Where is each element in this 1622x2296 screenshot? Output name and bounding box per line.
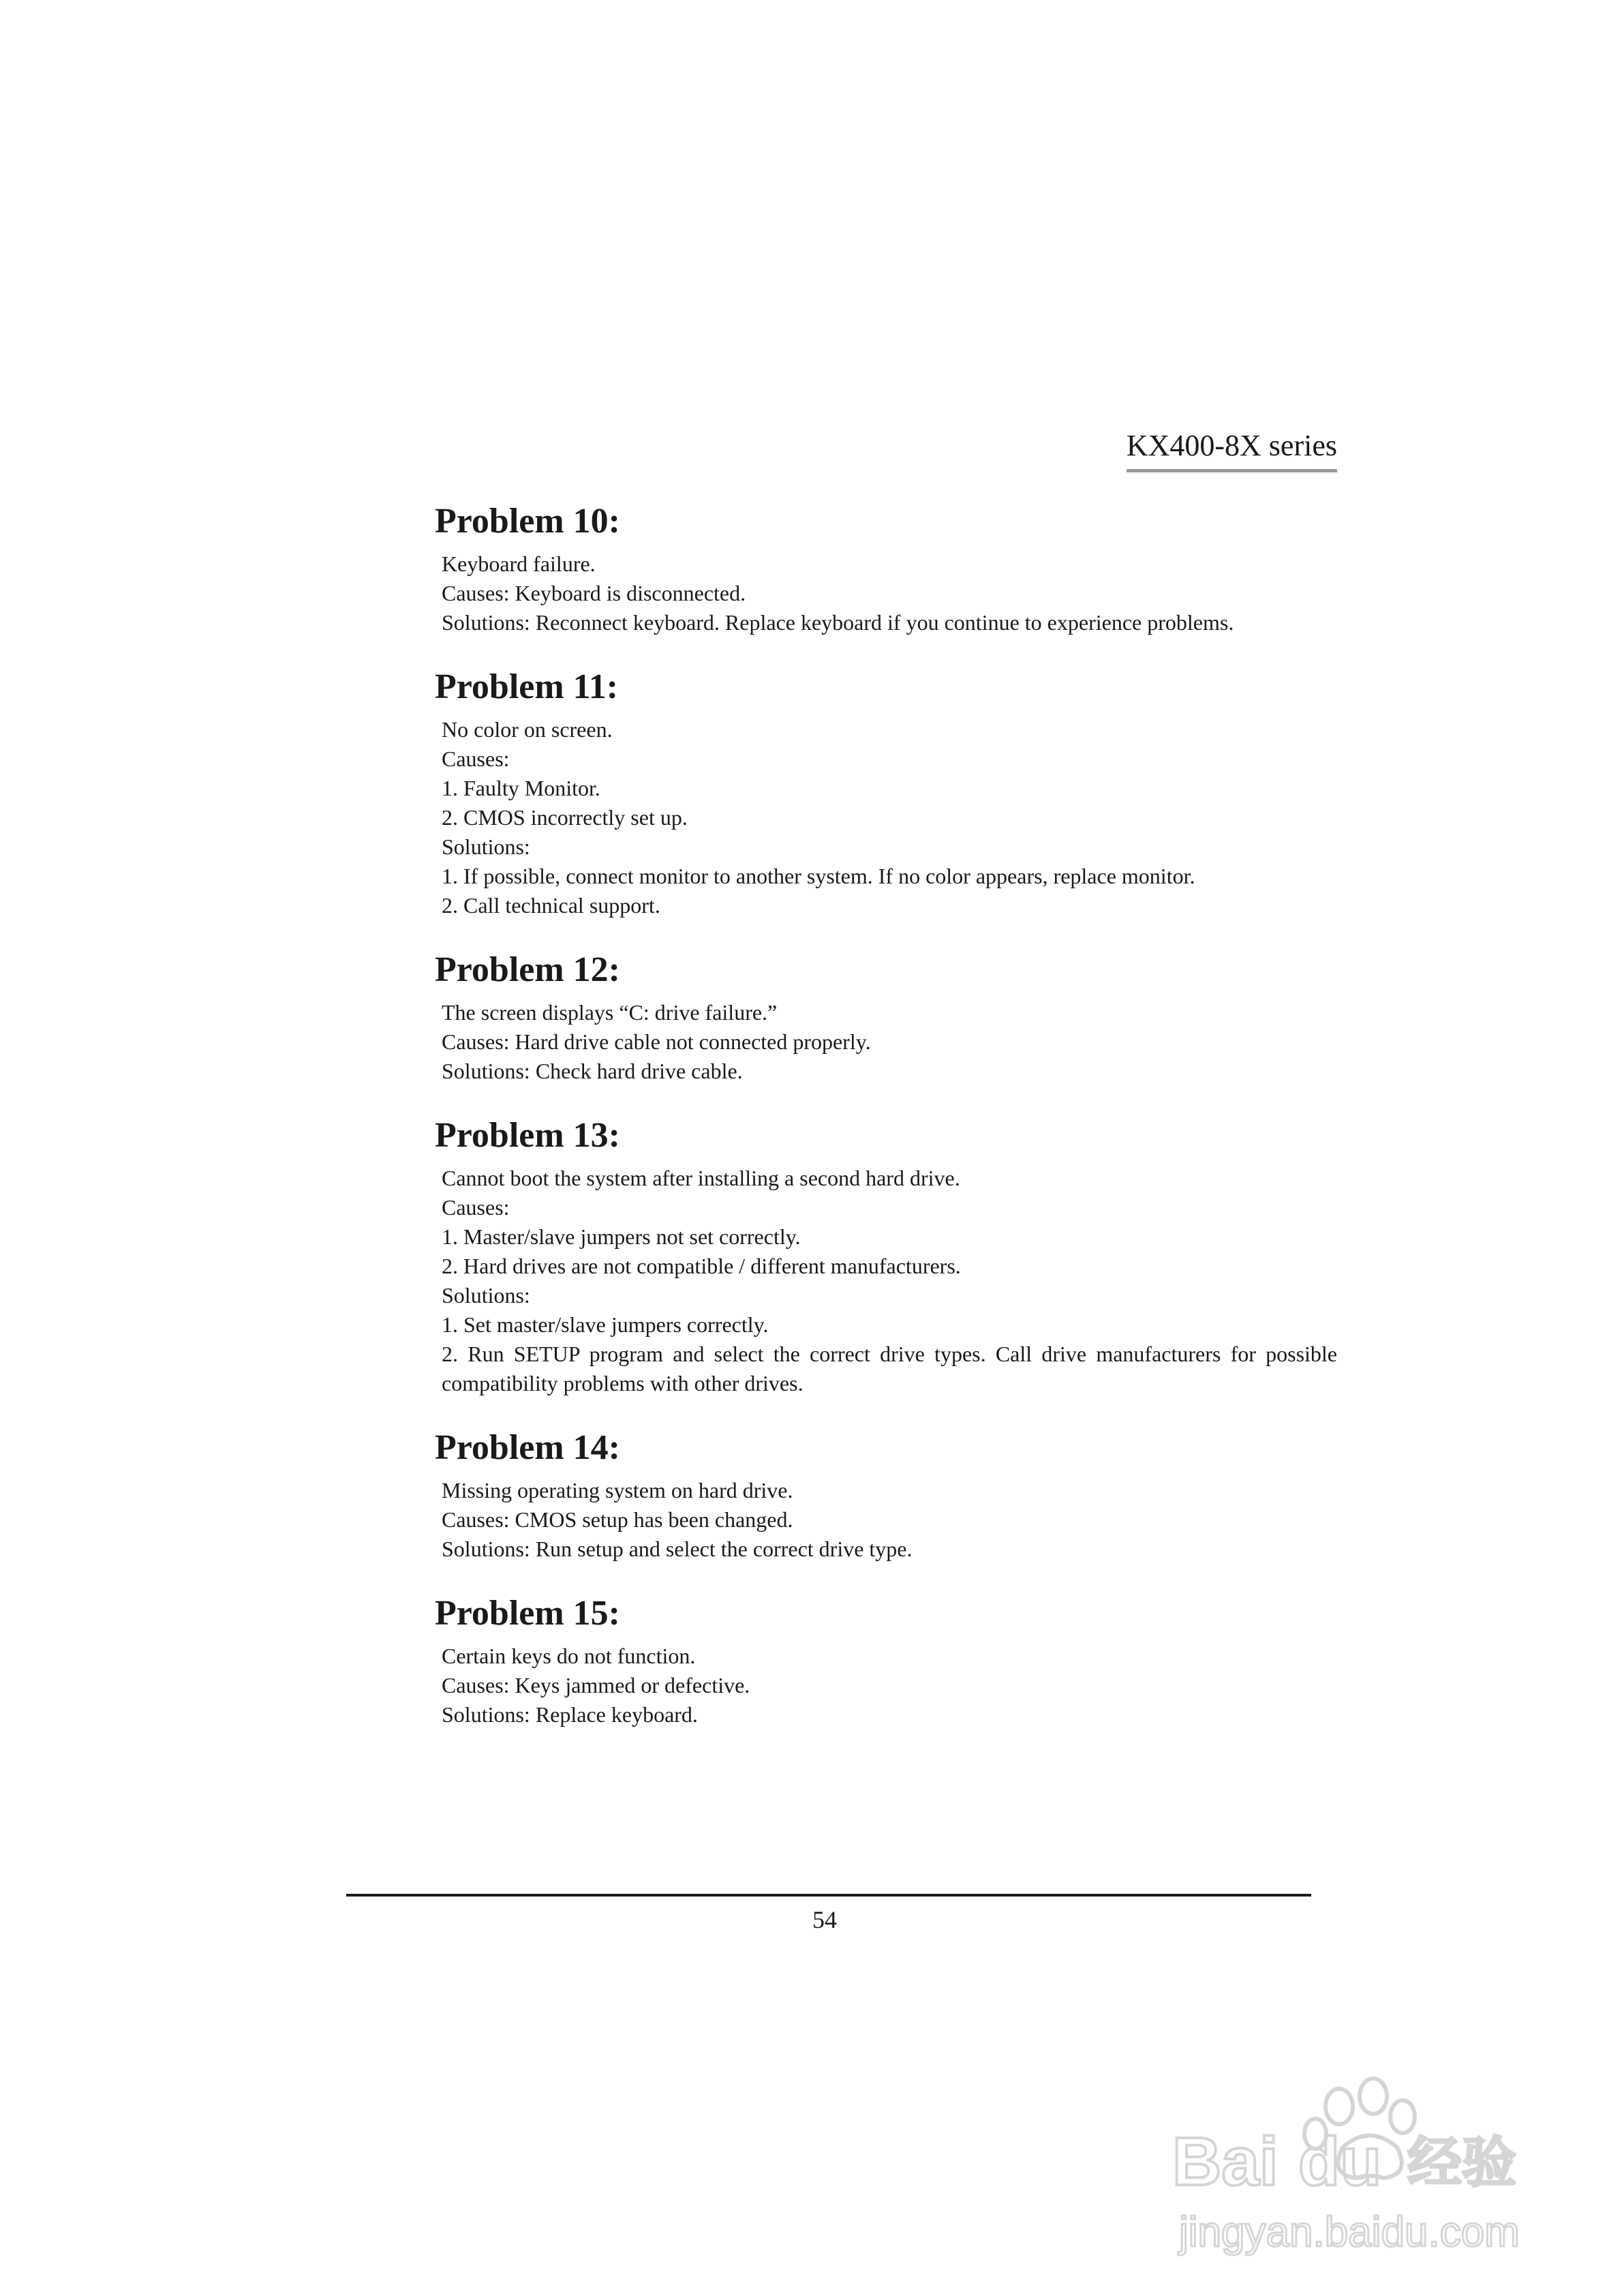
problem-heading: Problem 14: (435, 1428, 620, 1467)
problem-line: The screen displays “C: drive failure.” (442, 1000, 778, 1025)
problem-heading: Problem 13: (435, 1116, 620, 1155)
problem-line: 1. If possible, connect monitor to another system. If no color appears, replace monitor. (442, 864, 1195, 888)
problem-line: Keyboard failure. (442, 552, 596, 576)
problem-line: No color on screen. (442, 717, 613, 742)
problem-section (435, 498, 1337, 637)
svg-text:du: du (1298, 2124, 1382, 2200)
problem-line: Causes: Hard drive cable not connected properly. (442, 1029, 871, 1054)
problem-line: 2. Call technical support. (442, 893, 660, 918)
problem-body (435, 549, 1337, 637)
problem-heading: Problem 15: (435, 1594, 620, 1633)
problem-line: Solutions: Reconnect keyboard. Replace keyboard if you continue to experience problems. (442, 610, 1234, 635)
problem-section (435, 663, 1337, 920)
page-number: 54 (812, 1906, 837, 1933)
document-series-title: KX400-8X series (1127, 425, 1337, 472)
problem-section (435, 1590, 1337, 1729)
problem-body (435, 715, 1337, 920)
problem-body (435, 998, 1337, 1086)
problem-line: 1. Set master/slave jumpers correctly. (442, 1312, 769, 1337)
problem-section (435, 1112, 1337, 1398)
baidu-jingyan-watermark (1159, 2059, 1540, 2263)
problem-section (435, 946, 1337, 1086)
problem-line: Solutions: Run setup and select the correct drive type. (442, 1537, 913, 1561)
footer-divider (346, 1894, 1311, 1897)
problem-heading: Problem 11: (435, 667, 619, 706)
problem-line: Causes: (442, 746, 510, 771)
problem-line: Missing operating system on hard drive. (442, 1478, 793, 1502)
problem-heading: Problem 10: (435, 502, 620, 541)
problem-line: Solutions: Check hard drive cable. (442, 1059, 743, 1083)
problem-line: Causes: Keyboard is disconnected. (442, 581, 746, 605)
problem-line: 2. CMOS incorrectly set up. (442, 805, 688, 830)
problem-line: Causes: (442, 1195, 510, 1220)
svg-text:Bai: Bai (1172, 2124, 1279, 2200)
problem-line: Solutions: (442, 834, 530, 859)
problem-heading: Problem 12: (435, 950, 620, 989)
problem-line: Solutions: Replace keyboard. (442, 1702, 698, 1727)
svg-text:经验: 经验 (1407, 2131, 1516, 2194)
problem-line: 2. Hard drives are not compatible / different manufacturers. (442, 1254, 961, 1278)
problem-body (435, 1642, 1337, 1729)
problem-line: Solutions: (442, 1283, 530, 1308)
problem-line: 2. Run SETUP program and select the correct drive types. Call drive manufacturers for possible compatibility problems with other drives. (442, 1342, 1337, 1395)
problem-body (435, 1164, 1337, 1398)
problem-line: 1. Faulty Monitor. (442, 776, 600, 800)
problem-line: 1. Master/slave jumpers not set correctly. (442, 1224, 801, 1249)
problem-body (435, 1476, 1337, 1564)
baidu-paw-logo-icon (1159, 2059, 1540, 2263)
problem-line: Causes: Keys jammed or defective. (442, 1673, 750, 1697)
problem-line: Cannot boot the system after installing a second hard drive. (442, 1166, 960, 1190)
problem-line: Causes: CMOS setup has been changed. (442, 1507, 793, 1532)
svg-text:jingyan.baidu.com: jingyan.baidu.com (1179, 2209, 1520, 2256)
troubleshooting-content (435, 498, 1337, 1755)
problem-section (435, 1424, 1337, 1564)
problem-line: Certain keys do not function. (442, 1644, 696, 1668)
